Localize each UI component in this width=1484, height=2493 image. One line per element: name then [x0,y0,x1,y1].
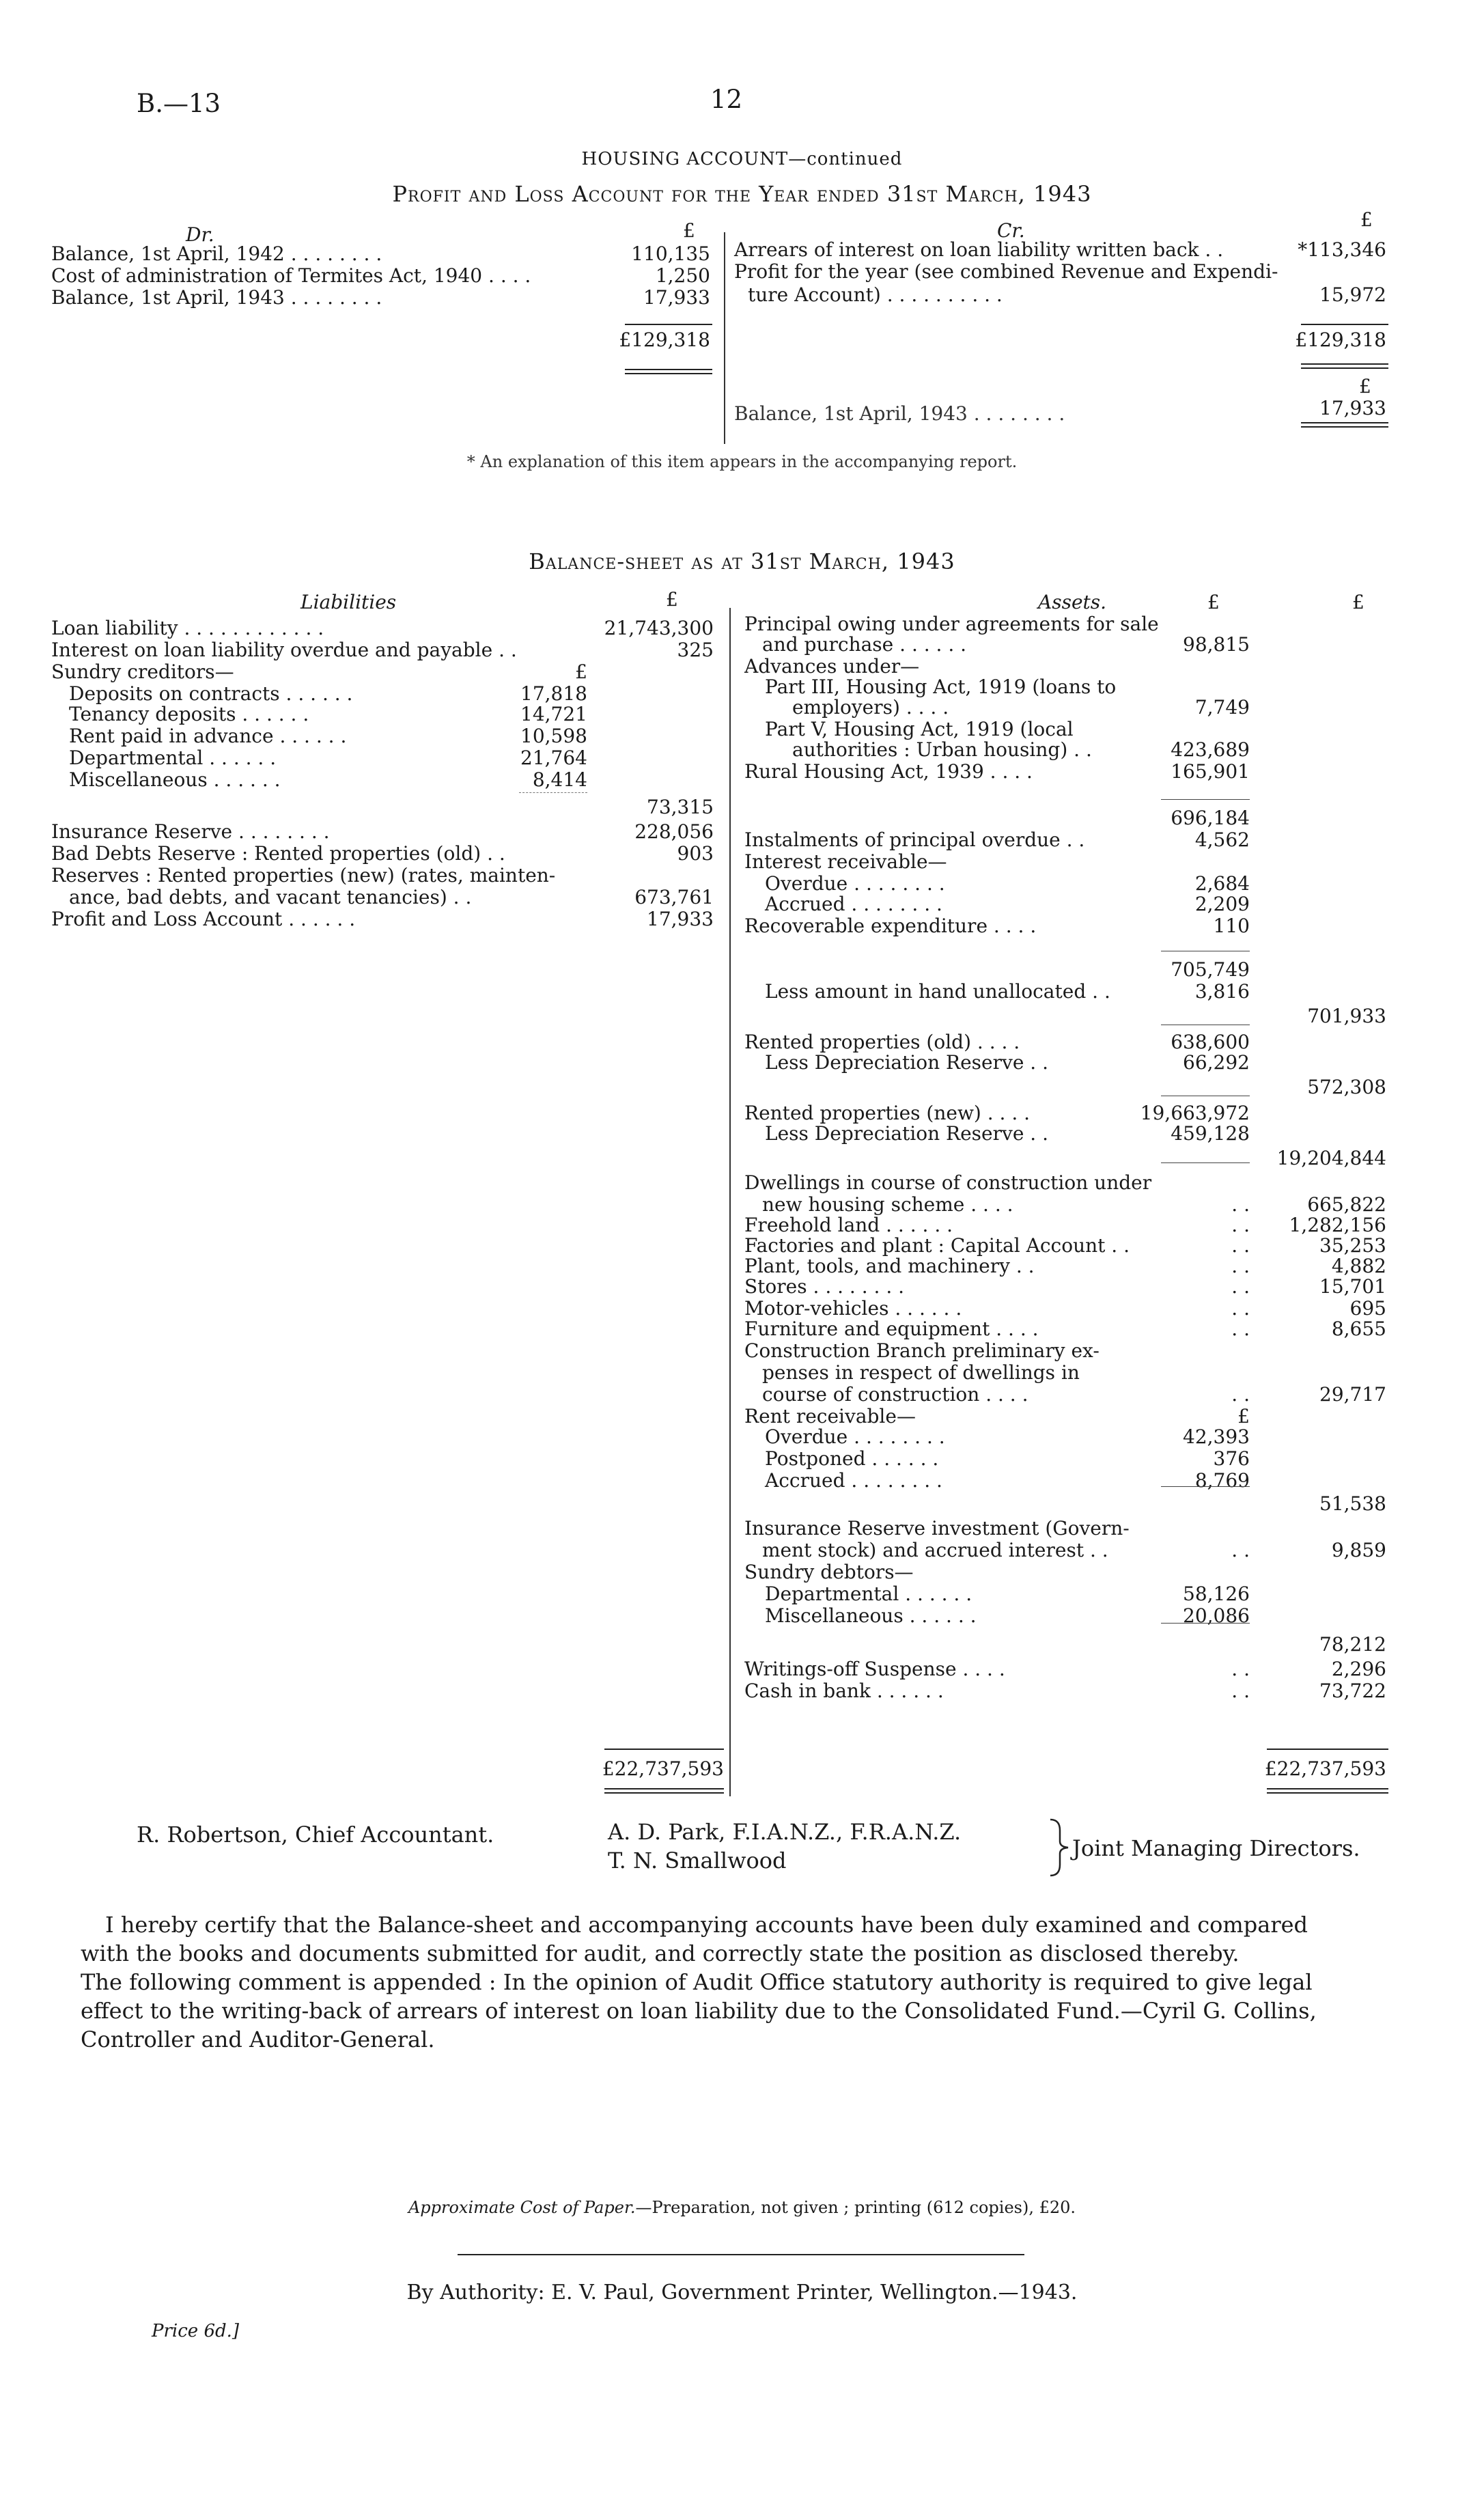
asset-label: Part III, Housing Act, 1919 (loans to [765,676,1117,698]
credit-heading: Cr. [997,219,1025,242]
asset-label: Overdue . . . . . . . . [765,1425,945,1448]
liability-amount: 73,315 [647,796,714,818]
pl-balance-amount: 17,933 [1319,397,1386,419]
pl-credit-label: Profit for the year (see combined Revenue and Expendi- [734,260,1278,283]
pl-balance-rule-2 [1301,426,1388,428]
asset-label: Rural Housing Act, 1939 . . . . [744,760,1033,783]
certificate-line: effect to the writing-back of arrears of interest on loan liability due to the Consolidated Fund.—Cyril G. Collins, [81,1998,1317,2024]
asset-subtotal-rule [1161,799,1250,800]
asset-label: Recoverable expenditure . . . . [744,915,1037,937]
liability-label: Interest on loan liability overdue and payable . . [51,639,517,661]
liabilities-pound-sign: £ [666,588,678,611]
cost-label: Approximate Cost of Paper. [408,2198,636,2217]
pl-credit-pound-sign: £ [1360,208,1373,231]
liability-amount: 903 [677,842,714,865]
bs-divider [729,608,731,1796]
asset-label: Overdue . . . . . . . . [765,872,945,895]
asset-sub-amount: . . [1231,1234,1250,1257]
asset-label: Rented properties (new) . . . . [744,1102,1031,1124]
chief-accountant-signature: R. Robertson, Chief Accountant. [137,1822,494,1848]
pl-credit-label: Arrears of interest on loan liability written back . . [734,238,1224,261]
liabilities-total-double-rule [604,1788,724,1789]
liabilities-total: £22,737,593 [602,1757,724,1780]
asset-sub-amount: 4,562 [1194,828,1250,851]
asset-sub-amount: . . [1231,1539,1250,1561]
pl-credit-total: £129,318 [1295,329,1386,351]
asset-amount: 665,822 [1307,1193,1386,1216]
asset-label: Construction Branch preliminary ex- [744,1339,1100,1362]
footer-rule [458,2254,1024,2255]
asset-label: Motor-vehicles . . . . . . [744,1297,962,1320]
liabilities-heading: Liabilities [300,591,397,613]
asset-amount: 19,204,844 [1276,1147,1386,1169]
asset-sub-amount: 110 [1213,915,1250,937]
pl-debit-double-rule-2 [625,373,712,374]
certificate-line: with the books and documents submitted for audit, and correctly state the position as disclosed thereby. [81,1940,1240,1966]
asset-sub-amount: 3,816 [1194,980,1250,1003]
liability-sub-amount: 21,764 [520,747,587,769]
asset-label: Rent receivable— [744,1405,916,1427]
liability-label: Sundry creditors— [51,660,234,683]
asset-sub-amount: . . [1231,1193,1250,1216]
asset-sub-amount: . . [1231,1275,1250,1298]
pl-debit-label: Cost of administration of Termites Act, 1940 . . . . [51,264,531,287]
asset-label: course of construction . . . . [762,1383,1028,1406]
certificate-line: I hereby certify that the Balance-sheet and accompanying accounts have been duly examined and compared [105,1912,1308,1938]
brace-icon [1045,1817,1072,1878]
liability-sub-amount: £ [575,660,587,683]
asset-label: Less Depreciation Reserve . . [765,1051,1048,1074]
assets-total: £22,737,593 [1264,1757,1386,1780]
asset-label: Writings-off Suspense . . . . [744,1658,1005,1680]
asset-amount: 73,722 [1319,1680,1386,1702]
asset-label: Furniture and equipment . . . . [744,1318,1039,1340]
asset-label: new housing scheme . . . . [762,1193,1013,1216]
liability-amount: 325 [677,639,714,661]
asset-sub-amount: 7,749 [1194,696,1250,719]
asset-sub-amount: 423,689 [1171,738,1250,761]
asset-sub-amount: £ [1237,1405,1250,1427]
asset-label: Accrued . . . . . . . . [765,1469,942,1492]
liability-label: Departmental . . . . . . [69,747,277,769]
asset-label: Miscellaneous . . . . . . [765,1604,977,1627]
asset-sub-amount: 376 [1213,1447,1250,1470]
asset-amount: 1,282,156 [1289,1214,1386,1236]
liability-amount: 228,056 [634,820,714,843]
asset-amount: 2,296 [1331,1658,1386,1680]
pl-debit-amount: 1,250 [655,264,710,287]
asset-label: Departmental . . . . . . [765,1583,972,1605]
asset-label: Part V, Housing Act, 1919 (local [765,718,1074,740]
asset-amount: 4,882 [1331,1255,1386,1277]
pl-credit-label: ture Account) . . . . . . . . . . [748,283,1003,306]
asset-label: Postponed . . . . . . [765,1447,939,1470]
debit-heading: Dr. [186,223,214,246]
liability-label: Insurance Reserve . . . . . . . . [51,820,330,843]
liability-amount: 673,761 [634,886,714,908]
audit-certificate [81,1912,1419,2052]
asset-label: Principal owing under agreements for sale [744,613,1159,635]
asset-amount: 9,859 [1331,1539,1386,1561]
pl-balance-pound-sign: £ [1359,375,1371,398]
asset-sub-amount: . . [1231,1214,1250,1236]
asset-label: Accrued . . . . . . . . [765,893,942,915]
asset-sub-amount: . . [1231,1658,1250,1680]
assets-pound-sign: £ [1352,591,1364,613]
certificate-line: Controller and Auditor-General. [81,2027,435,2052]
director-signature-2: T. N. Smallwood [608,1848,787,1874]
asset-sub-amount: . . [1231,1680,1250,1702]
asset-label: Advances under— [744,655,920,678]
asset-sub-amount: 638,600 [1171,1031,1250,1053]
liability-amount: 21,743,300 [604,617,714,639]
liability-label: Profit and Loss Account . . . . . . [51,908,356,930]
asset-sub-amount: 20,086 [1183,1604,1250,1627]
asset-sub-amount: 66,292 [1183,1051,1250,1074]
asset-amount: 701,933 [1307,1005,1386,1027]
liability-sub-amount: 17,818 [520,682,587,705]
asset-sub-amount: 19,663,972 [1140,1102,1250,1124]
asset-amount: 78,212 [1319,1633,1386,1656]
asset-amount: 695 [1349,1297,1386,1320]
pl-credit-double-rule-2 [1301,367,1388,369]
pl-footnote: * An explanation of this item appears in the accompanying report. [466,452,1018,471]
asset-amount: 15,701 [1319,1275,1386,1298]
asset-label: and purchase . . . . . . [762,633,967,656]
price: Price 6d.] [152,2321,240,2341]
liability-amount: 17,933 [647,908,714,930]
asset-label: employers) . . . . [792,696,949,719]
liability-sub-amount: 8,414 [532,768,587,791]
liability-label: Deposits on contracts . . . . . . [69,682,353,705]
pl-credit-double-rule [1301,363,1388,365]
asset-label: ment stock) and accrued interest . . [762,1539,1108,1561]
asset-sub-amount: 58,126 [1183,1583,1250,1605]
asset-label: Less amount in hand unallocated . . [765,980,1110,1003]
pl-debit-amount: 110,135 [631,242,710,265]
asset-sub-amount: 696,184 [1171,807,1250,829]
asset-amount: 29,717 [1319,1383,1386,1406]
asset-sub-amount: . . [1231,1318,1250,1340]
assets-sub-pound-sign: £ [1207,591,1220,613]
asset-sub-amount: 2,684 [1194,872,1250,895]
liability-label: Bad Debts Reserve : Rented properties (old) . . [51,842,505,865]
liability-label: Loan liability . . . . . . . . . . . . [51,617,324,639]
pl-divider [724,232,725,444]
asset-label: Rented properties (old) . . . . [744,1031,1020,1053]
asset-label: Less Depreciation Reserve . . [765,1122,1048,1145]
pl-debit-label: Balance, 1st April, 1942 . . . . . . . . [51,242,382,265]
cost-of-paper [0,2198,1484,2217]
liabilities-total-rule [604,1749,724,1750]
asset-amount: 51,538 [1319,1492,1386,1515]
profit-loss-title: Profit and Loss Account for the Year ended 31st March, 1943 [392,181,1092,207]
liability-label: Rent paid in advance . . . . . . [69,725,347,747]
asset-label: authorities : Urban housing) . . [792,738,1092,761]
asset-label: Factories and plant : Capital Account . . [744,1234,1130,1257]
liability-label: Miscellaneous . . . . . . [69,768,281,791]
pl-debit-total: £129,318 [619,329,710,351]
balance-sheet-title: Balance-sheet as at 31st March, 1943 [529,548,955,574]
pl-debit-rule [625,324,712,325]
pl-balance-label: Balance, 1st April, 1943 . . . . . . . . [734,402,1065,425]
page-number: 12 [710,85,743,114]
joint-managing-directors-title: Joint Managing Directors. [1072,1835,1360,1861]
asset-subtotal-rule [1161,1162,1250,1163]
asset-label: Insurance Reserve investment (Govern- [744,1517,1130,1540]
asset-label: Stores . . . . . . . . [744,1275,905,1298]
liability-label: Tenancy deposits . . . . . . [69,703,309,725]
asset-label: Cash in bank . . . . . . [744,1680,944,1702]
pl-debit-label: Balance, 1st April, 1943 . . . . . . . . [51,286,382,309]
asset-sub-amount: . . [1231,1383,1250,1406]
asset-label: Freehold land . . . . . . [744,1214,953,1236]
assets-total-double-rule-2 [1267,1792,1388,1794]
pl-credit-amount: *113,346 [1298,238,1386,261]
asset-sub-amount: 42,393 [1183,1425,1250,1448]
liabilities-total-double-rule-2 [604,1792,724,1794]
asset-sub-amount: 2,209 [1194,893,1250,915]
asset-label: Interest receivable— [744,850,947,873]
asset-amount: 35,253 [1319,1234,1386,1257]
asset-amount: 572,308 [1307,1076,1386,1098]
asset-sub-amount: 705,749 [1171,958,1250,981]
assets-total-rule [1267,1749,1388,1750]
asset-sub-amount: 165,901 [1171,760,1250,783]
cost-text: —Preparation, not given ; printing (612 copies), £20. [635,2198,1076,2217]
assets-heading: Assets. [1038,591,1107,613]
pl-debit-double-rule [625,369,712,370]
asset-label: Plant, tools, and machinery . . [744,1255,1035,1277]
pl-credit-rule [1301,324,1388,325]
asset-subtotal-rule [1161,1623,1250,1624]
asset-sub-amount: 459,128 [1171,1122,1250,1145]
asset-subtotal-rule [1161,1486,1250,1487]
liability-label: ance, bad debts, and vacant tenancies) . . [69,886,472,908]
asset-label: Dwellings in course of construction under [744,1171,1152,1194]
director-signature-1: A. D. Park, F.I.A.N.Z., F.R.A.N.Z. [608,1819,962,1845]
asset-sub-amount: 98,815 [1183,633,1250,656]
document-reference: B.—13 [137,89,221,118]
asset-label: Instalments of principal overdue . . [744,828,1085,851]
sundry-creditors-subtotal-rule [519,792,587,793]
liability-label: Reserves : Rented properties (new) (rates, mainten- [51,864,556,887]
certificate-line: The following comment is appended : In the opinion of Audit Office statutory authority is required to give legal [81,1969,1313,1995]
liability-sub-amount: 10,598 [520,725,587,747]
assets-total-double-rule [1267,1788,1388,1789]
asset-label: penses in respect of dwellings in [762,1361,1080,1384]
pl-debit-amount: 17,933 [643,286,710,309]
pl-debit-pound-sign: £ [683,219,695,242]
liability-sub-amount: 14,721 [520,703,587,725]
asset-sub-amount: 8,769 [1194,1469,1250,1492]
pl-credit-amount: 15,972 [1319,283,1386,306]
asset-sub-amount: . . [1231,1297,1250,1320]
pl-balance-rule [1301,422,1388,423]
asset-amount: 8,655 [1331,1318,1386,1340]
housing-account-title: HOUSING ACCOUNT—continued [581,149,903,169]
asset-sub-amount: . . [1231,1255,1250,1277]
printer-authority: By Authority: E. V. Paul, Government Printer, Wellington.—1943. [406,2281,1078,2304]
asset-label: Sundry debtors— [744,1561,914,1583]
